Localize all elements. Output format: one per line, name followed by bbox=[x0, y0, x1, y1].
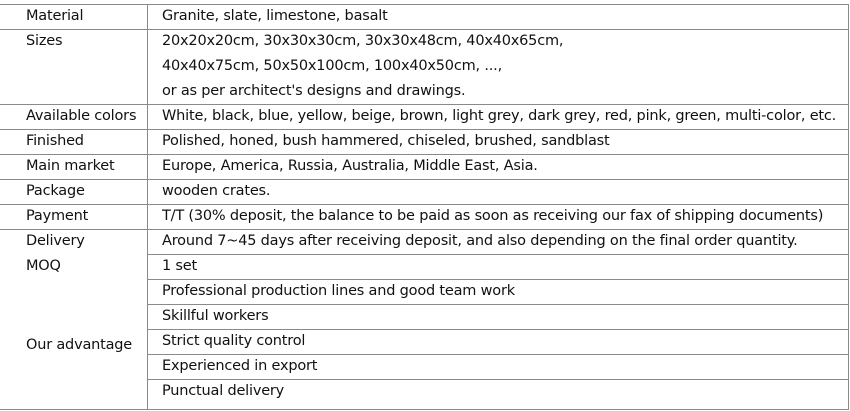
label-delivery: Delivery bbox=[26, 233, 85, 249]
label-moq: MOQ bbox=[26, 258, 61, 274]
value-market: Europe, America, Russia, Australia, Middle East, Asia. bbox=[162, 158, 538, 174]
label-market: Main market bbox=[26, 158, 115, 174]
label-package: Package bbox=[26, 183, 85, 199]
label-material: Material bbox=[26, 8, 84, 24]
value-sizes-line: 20x20x20cm, 30x30x30cm, 30x30x48cm, 40x40x65cm, bbox=[162, 33, 564, 49]
label-sizes: Sizes bbox=[26, 33, 63, 49]
value-delivery: Around 7~45 days after receiving deposit, and also depending on the final order quantity. bbox=[162, 233, 798, 249]
product-spec-table bbox=[0, 4, 849, 410]
advantage-item: Skillful workers bbox=[162, 308, 269, 324]
advantage-item: Professional production lines and good team work bbox=[162, 283, 515, 299]
table-border-bottom bbox=[0, 409, 849, 410]
value-moq: 1 set bbox=[162, 258, 197, 274]
value-finished: Polished, honed, bush hammered, chiseled, brushed, sandblast bbox=[162, 133, 610, 149]
label-advantage: Our advantage bbox=[26, 337, 133, 353]
table-border-right bbox=[848, 4, 849, 410]
advantage-item: Punctual delivery bbox=[162, 383, 285, 399]
column-divider bbox=[147, 4, 148, 410]
value-package: wooden crates. bbox=[162, 183, 271, 199]
advantage-item: Strict quality control bbox=[162, 333, 306, 349]
label-finished: Finished bbox=[26, 133, 84, 149]
value-sizes-line: 40x40x75cm, 50x50x100cm, 100x40x50cm, ..., bbox=[162, 58, 502, 74]
label-colors: Available colors bbox=[26, 108, 137, 124]
value-payment: T/T (30% deposit, the balance to be paid as soon as receiving our fax of shipping documents) bbox=[162, 208, 824, 224]
advantage-item: Experienced in export bbox=[162, 358, 318, 374]
value-material: Granite, slate, limestone, basalt bbox=[162, 8, 388, 24]
value-colors: White, black, blue, yellow, beige, brown, light grey, dark grey, red, pink, green, multi-color, etc. bbox=[162, 108, 837, 124]
label-payment: Payment bbox=[26, 208, 89, 224]
value-sizes-line: or as per architect's designs and drawings. bbox=[162, 83, 466, 99]
